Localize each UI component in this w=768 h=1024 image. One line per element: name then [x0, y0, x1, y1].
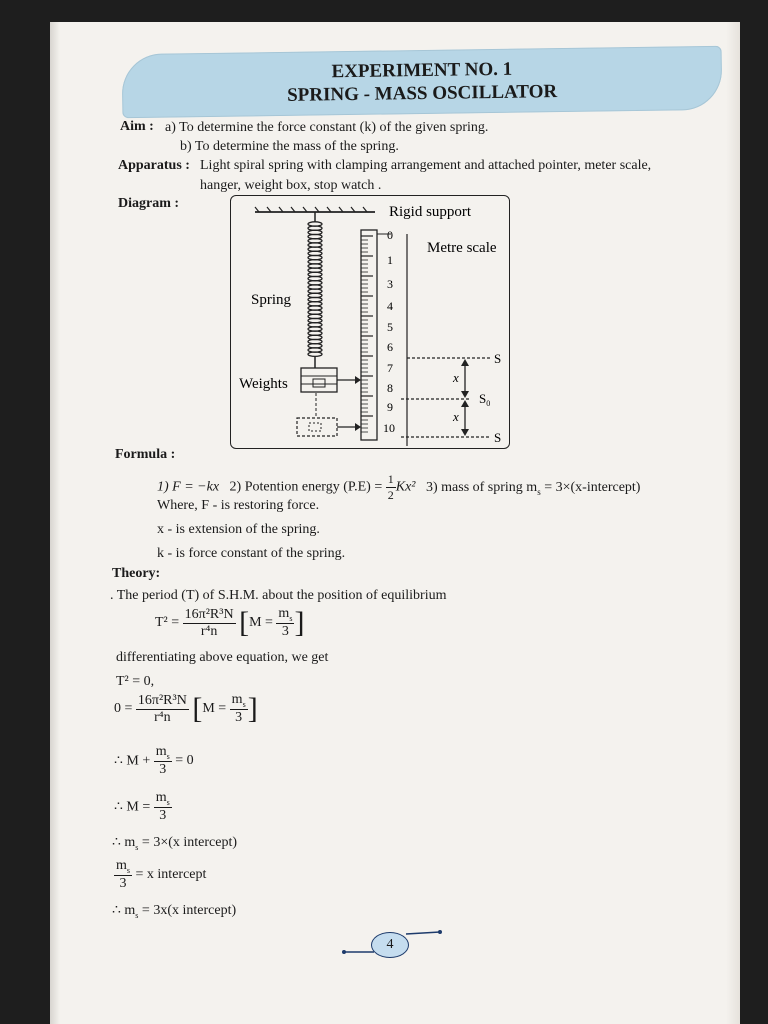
formula-pe-fraction: $\frac{1}{2}$ — [387, 472, 394, 502]
ms-over-three-equation: $\frac{m_s}{3}$ = x intercept — [116, 858, 207, 891]
tick-label: 8 — [387, 381, 393, 395]
formula-mass-text: 3) mass of spring $m_s$ = 3×(x-intercept) — [425, 479, 641, 497]
tick-label: 1 — [387, 253, 393, 267]
differentiating-text: differentiating above equation, we get — [116, 650, 329, 665]
ms-three-x-equation: ∴ $m_s = 3\times(x$ intercept) — [112, 835, 238, 852]
m-plus-fraction: $\frac{m_s}{3}$ — [155, 744, 170, 777]
experiment-title: EXPERIMENT NO. 1 — [331, 58, 513, 83]
title-banner — [122, 46, 723, 118]
aim-a: a) To determine the force constant (k) of the given spring. — [165, 120, 489, 135]
zero-fraction: $\frac{\text{16π²R³N}}{\text{r⁴n}}$ — [137, 692, 187, 725]
m-equals-fraction: $\frac{m_s}{3}$ — [155, 790, 170, 823]
experiment-subtitle: SPRING - MASS OSCILLATOR — [286, 81, 558, 106]
where-extension: x - is extension of the spring. — [157, 522, 320, 537]
zero-equation: 0 = $\frac{\text{16π²R³N}}{\text{r⁴n}}$ [M = $\frac{m_s}{3}$ ] — [114, 692, 258, 725]
x-bottom-label: x — [453, 409, 459, 424]
ms-over-three-fraction: $\frac{m_s}{3}$ — [116, 858, 131, 891]
spring-coil — [308, 222, 322, 357]
tick-label: 3 — [387, 277, 393, 291]
t2-zero: T² = 0, — [116, 674, 155, 689]
aim-b: b) To determine the mass of the spring. — [180, 139, 399, 154]
period-equation: T² = $\frac{\text{16π²R³N}}{\text{r⁴n}}$ [M = $\frac{m_s}{3}$ ] — [155, 606, 305, 639]
where-force-constant: k - is force constant of the spring. — [157, 546, 346, 561]
page-left-edge — [50, 22, 60, 1024]
period-fraction: $\frac{\text{16π²R³N}}{\text{r⁴n}}$ — [184, 606, 234, 639]
apparatus-line1: Light spiral spring with clamping arrangement and attached pointer, meter scale, — [200, 158, 652, 173]
aim-label: Aim : — [120, 119, 154, 134]
displaced-weights — [297, 418, 337, 436]
tick-label: 9 — [387, 400, 393, 414]
formula-pe-kx2: Kx² — [395, 479, 416, 495]
formula-label: Formula : — [115, 447, 176, 462]
final-equation: ∴ $m_s = 3x(x$ intercept) — [112, 903, 237, 920]
x-top-label: x — [453, 370, 459, 385]
apparatus-label: Apparatus : — [118, 158, 190, 173]
zero-ms-fraction: $\frac{m_s}{3}$ — [231, 692, 246, 725]
diagram-label: Diagram : — [118, 196, 180, 211]
metre-scale-text: Metre scale — [427, 240, 497, 256]
tick-label: 5 — [387, 320, 393, 334]
m-equals-equation: ∴ M = $\frac{m_s}{3}$ — [114, 790, 170, 823]
weights-label: Weights — [239, 376, 288, 392]
m-plus-equation: ∴ M + $\frac{m_s}{3}$ = 0 — [114, 744, 194, 777]
tick-label: 10 — [383, 421, 395, 435]
diagram-svg — [231, 196, 509, 448]
tick-label: 0 — [387, 228, 393, 242]
page-right-edge — [726, 22, 740, 1024]
weights-block — [301, 368, 337, 392]
tick-label: 6 — [387, 340, 393, 354]
formula-force: 1) F = −kx — [157, 479, 220, 495]
ms-fraction: $\frac{m_s}{3}$ — [278, 606, 293, 639]
tick-label: 7 — [387, 361, 393, 375]
tick-label: 4 — [387, 299, 393, 313]
where-restoring: Where, F - is restoring force. — [157, 498, 320, 513]
theory-intro: . The period (T) of S.H.M. about the position of equilibrium — [110, 588, 447, 603]
page-number: 4 — [371, 932, 409, 958]
s-top-label: S — [494, 351, 502, 366]
formula-pe-text: 2) Potention energy (P.E) = — [229, 479, 383, 495]
spring-label: Spring — [251, 292, 292, 308]
theory-label: Theory: — [112, 566, 161, 581]
spring-mass-diagram — [230, 195, 510, 449]
s-bottom-label: S — [494, 430, 502, 445]
document-page — [50, 22, 740, 1024]
apparatus-line2: hanger, weight box, stop watch . — [200, 178, 382, 193]
rigid-support-text: Rigid support — [389, 204, 472, 220]
s0-label: $S_0$ — [479, 391, 491, 408]
metre-scale-bar — [361, 230, 377, 440]
